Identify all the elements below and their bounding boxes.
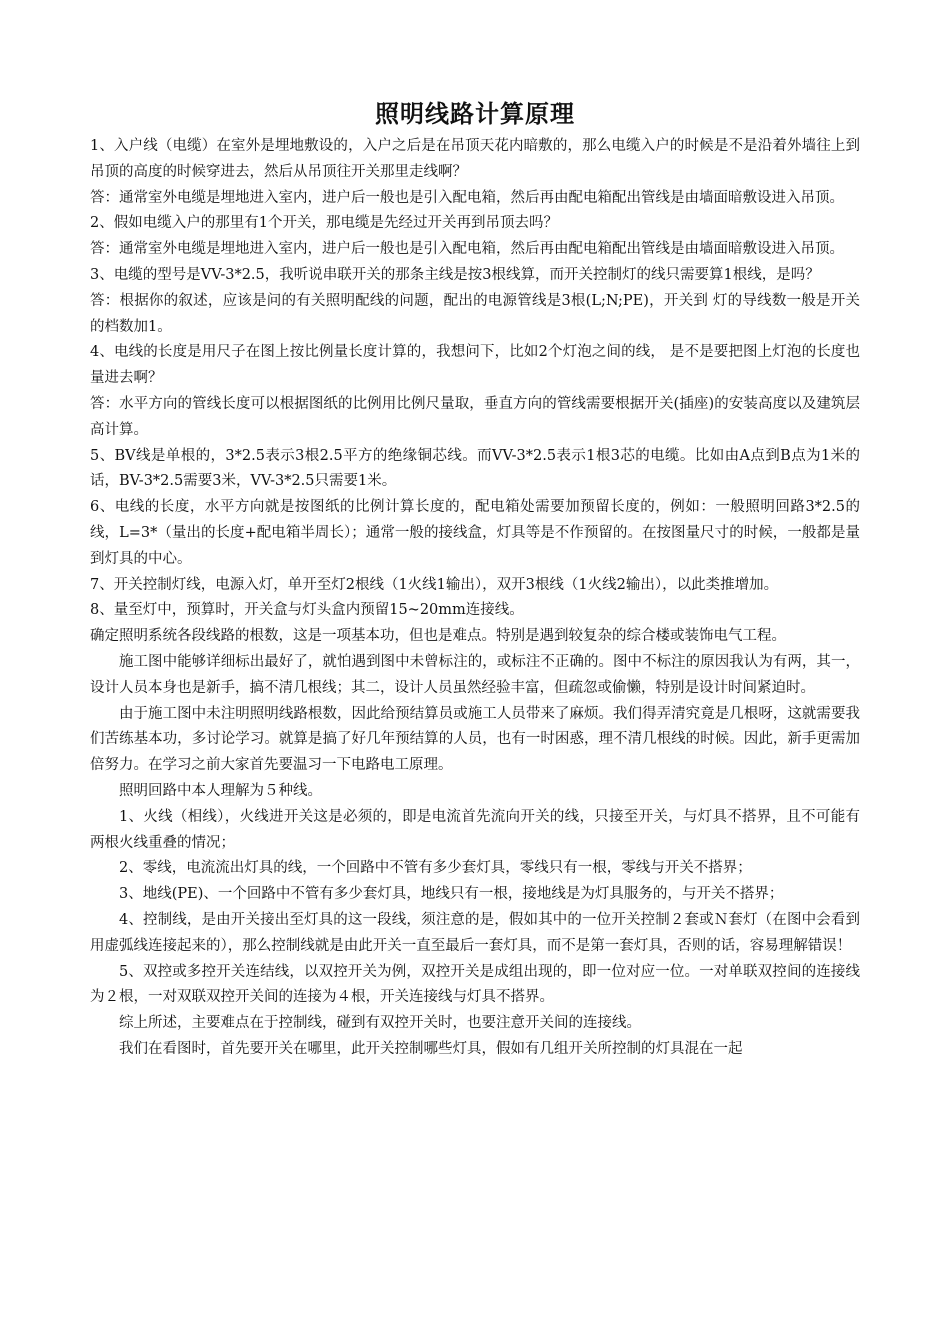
paragraph: 4、电线的长度是用尺子在图上按比例量长度计算的，我想问下，比如2个灯泡之间的线， 是不是要把图上灯泡的长度也量进去啊？ [90,344,860,387]
paragraph: 照明回路中本人理解为５种线。 [119,782,322,799]
paragraph: 1、入户线（电缆）在室外是埋地敷设的，入户之后是在吊顶天花内暗敷的，那么电缆入户的时候是不是沿着外墙往上到吊顶的高度的时候穿进去，然后从吊顶往开关那里走线啊？ [90,138,860,180]
paragraph: 答：通常室外电缆是埋地进入室内，进户后一般也是引入配电箱，然后再由配电箱配出管线是由墙面暗敷设进入吊顶。 [90,189,844,206]
paragraph: 答：水平方向的管线长度可以根据图纸的比例用比例尺量取，垂直方向的管线需要根据开关(插座)的安装高度以及建筑层高计算。 [90,395,860,438]
paragraph: 2、假如电缆入户的那里有1个开关，那电缆是先经过开关再到吊顶去吗？ [90,215,558,232]
paragraph: 4、控制线，是由开关接出至灯具的这一段线，须注意的是，假如其中的一位开关控制２套或Ｎ套灯（在图中会看到用虚弧线连接起来的），那么控制线就是由此开关一直至最后一套灯具，而不是第一套灯具，否则的话，容易理解错误！ [90,911,860,954]
paragraph: 答：根据你的叙述，应该是问的有关照明配线的问题，配出的电源管线是3根(L;N;PE)，开关到 灯的导线数一般是开关的档数加1。 [90,292,860,335]
page-title: 照明线路计算原理 [375,100,575,128]
paragraph: 由于施工图中未注明照明线路根数，因此给预结算员或施工人员带来了麻烦。我们得弄清究竟是几根呀，这就需要我们苦练基本功，多讨论学习。就算是搞了好几年预结算的人员，也有一时困惑，理不清几根线的时候。因此，新手更需加倍努力。在学习之前大家首先要温习一下电路电工原理。 [90,705,860,774]
paragraph: 5、双控或多控开关连结线，以双控开关为例，双控开关是成组出现的，即一位对应一位。一对单联双控间的连接线为２根，一对双联双控开关间的连接为４根，开关连接线与灯具不搭界。 [90,963,860,1006]
paragraph: 7、开关控制灯线，电源入灯，单开至灯2根线（1火线1输出），双开3根线（1火线2输出），以此类推增加。 [90,576,779,593]
paragraph: 综上所述，主要难点在于控制线，碰到有双控开关时，也要注意开关间的连接线。 [119,1015,641,1032]
paragraph: 答：通常室外电缆是埋地进入室内，进户后一般也是引入配电箱，然后再由配电箱配出管线是由墙面暗敷设进入吊顶。 [90,241,844,258]
paragraph: 6、电线的长度，水平方向就是按图纸的比例计算长度的，配电箱处需要加预留长度的，例如：一般照明回路3*2.5的线，L=3*（量出的长度+配电箱半周长）；通常一般的接线盒，灯具等是不作预留的。在按图量尺寸的时候，一般都是量到灯具的中心。 [90,499,860,567]
document-page [90,98,860,1063]
paragraph: 1、火线（相线），火线进开关这是必须的，即是电流首先流向开关的线，只接至开关，与灯具不搭界，且不可能有两根火线重叠的情况； [90,808,860,851]
paragraph: 我们在看图时，首先要开关在哪里，此开关控制哪些灯具，假如有几组开关所控制的灯具混在一起 [119,1040,743,1057]
paragraph: 8、量至灯中，预算时，开关盒与灯头盒内预留15~20mm连接线。 [90,602,524,619]
paragraph: 确定照明系统各段线路的根数，这是一项基本功，但也是难点。特别是遇到较复杂的综合楼或装饰电气工程。 [90,628,786,645]
paragraph: 3、电缆的型号是VV-3*2.5，我听说串联开关的那条主线是按3根线算，而开关控制灯的线只需要算1根线，是吗？ [90,266,820,283]
paragraph: 2、零线，电流流出灯具的线，一个回路中不管有多少套灯具，零线只有一根，零线与开关不搭界； [119,860,752,877]
document-body [90,134,860,1063]
paragraph: 3、地线(PE)、一个回路中不管有多少套灯具，地线只有一根，接地线是为灯具服务的，与开关不搭界； [119,886,784,903]
paragraph: 5、BV线是单根的，3*2.5表示3根2.5平方的绝缘铜芯线。而VV-3*2.5表示1根3芯的电缆。比如由A点到B点为1米的话，BV-3*2.5需要3米，VV-3*2.5只需要1米。 [90,447,860,490]
paragraph: 施工图中能够详细标出最好了，就怕遇到图中未曾标注的，或标注不正确的。图中不标注的原因我认为有两，其一，设计人员本身也是新手，搞不清几根线；其二，设计人员虽然经验丰富，但疏忽或偷懒，特别是设计时间紧迫时。 [90,653,860,696]
